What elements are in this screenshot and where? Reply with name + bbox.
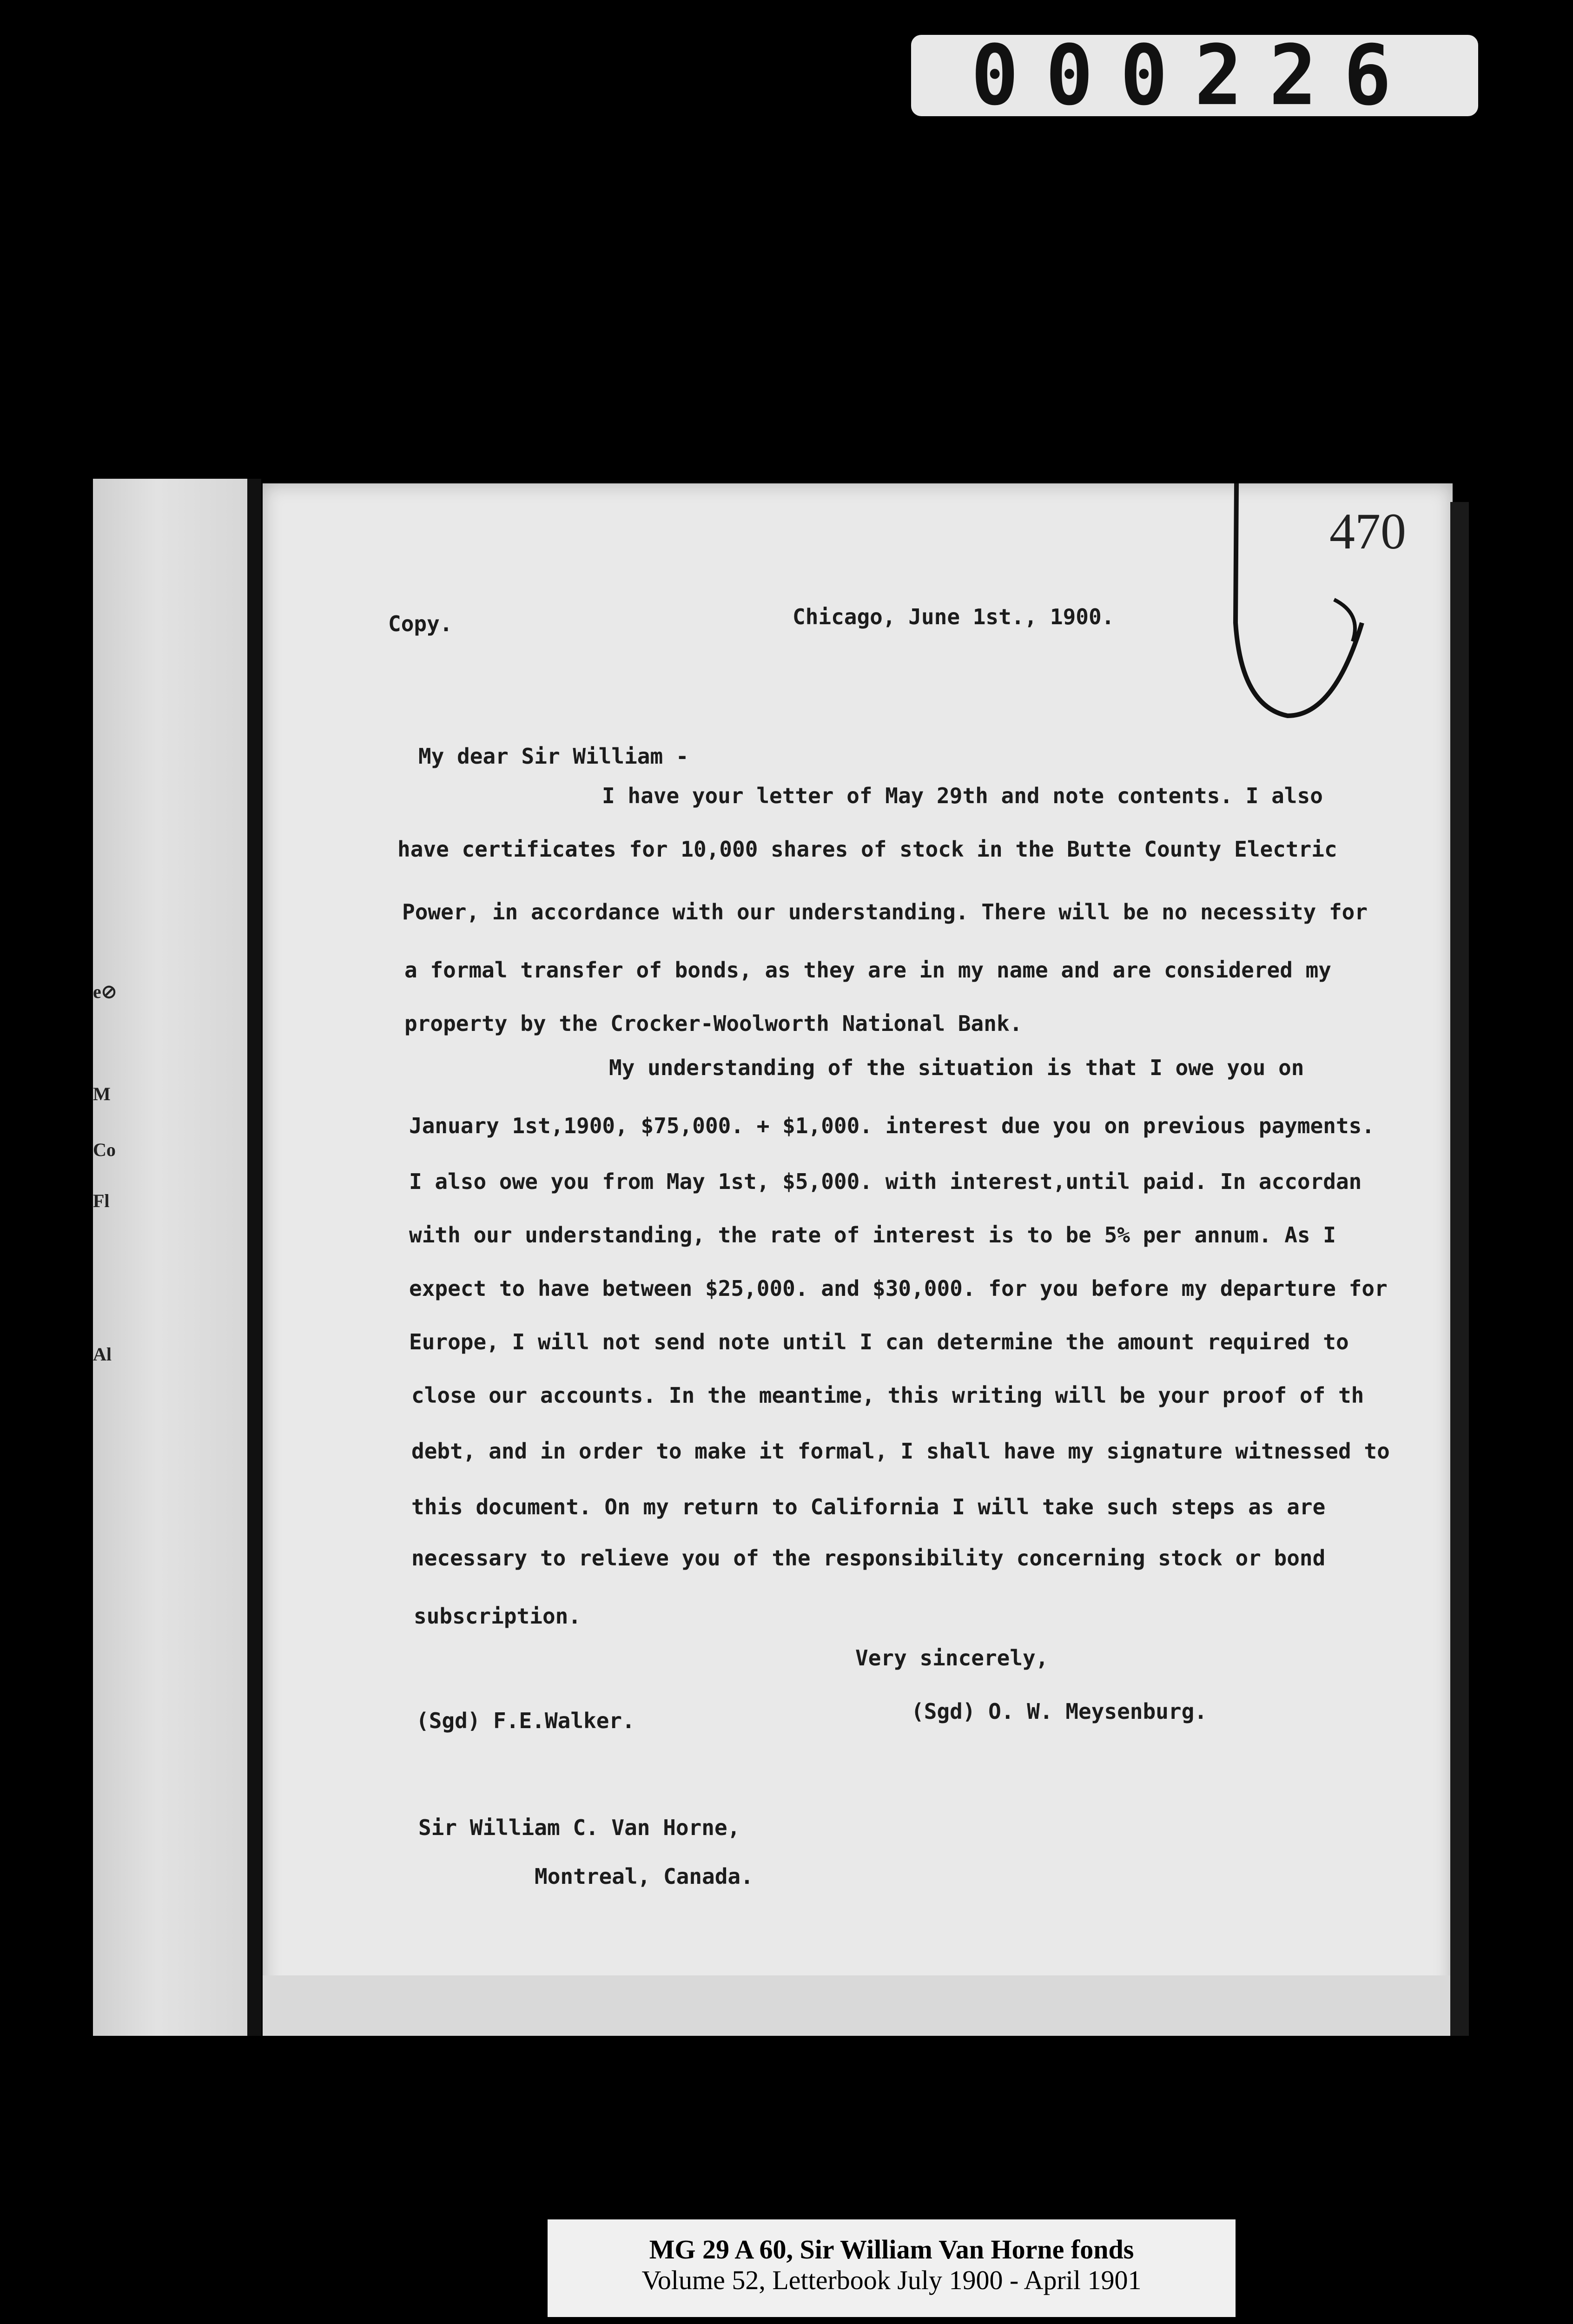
body-line: Europe, I will not send note until I can determine the amount required to <box>409 1329 1349 1354</box>
addressee-place: Montreal, Canada. <box>535 1864 753 1889</box>
body-line: necessary to relieve you of the responsibility concerning stock or bond <box>411 1545 1326 1571</box>
fonds-caption-title: MG 29 A 60, Sir William Van Horne fonds <box>649 2234 1134 2265</box>
addressee-name: Sir William C. Van Horne, <box>418 1815 740 1840</box>
previous-page-strip <box>93 479 253 2036</box>
body-line: Power, in accordance with our understanding. There will be no necessity for <box>402 899 1368 924</box>
salutation: My dear Sir William - <box>418 744 689 769</box>
body-line: have certificates for 10,000 shares of stock in the Butte County Electric <box>397 837 1337 862</box>
body-line: expect to have between $25,000. and $30,000. for you before my departure for <box>409 1276 1388 1301</box>
page-number: 470 <box>1329 503 1406 560</box>
body-line: property by the Crocker-Woolworth National Bank. <box>404 1011 1023 1036</box>
copy-label: Copy. <box>388 611 453 636</box>
fonds-caption <box>548 2219 1236 2317</box>
body-line: I also owe you from May 1st, $5,000. with interest,until paid. In accordan <box>409 1169 1362 1194</box>
closing: Very sincerely, <box>855 1645 1049 1670</box>
body-line: My understanding of the situation is that I owe you on <box>609 1055 1304 1080</box>
frame-counter-number: 000226 <box>971 27 1419 124</box>
page-edge <box>1450 502 1469 2036</box>
dateline: Chicago, June 1st., 1900. <box>793 604 1115 629</box>
body-line: subscription. <box>414 1604 582 1629</box>
previous-page-fragment: Al <box>93 1344 112 1365</box>
binding-gutter <box>247 479 261 2036</box>
witness-signature: (Sgd) F.E.Walker. <box>416 1708 635 1733</box>
body-line: close our accounts. In the meantime, this writing will be your proof of th <box>411 1383 1364 1408</box>
author-signature: (Sgd) O. W. Meysenburg. <box>911 1699 1207 1724</box>
body-line: a formal transfer of bonds, as they are in my name and are considered my <box>404 957 1331 983</box>
body-line: debt, and in order to make it formal, I shall have my signature witnessed to <box>411 1439 1390 1464</box>
previous-page-fragment: M <box>93 1083 111 1104</box>
body-line: I have your letter of May 29th and note contents. I also <box>602 783 1323 808</box>
body-line: with our understanding, the rate of interest is to be 5% per annum. As I <box>409 1222 1336 1248</box>
body-line: this document. On my return to California I will take such steps as are <box>411 1494 1326 1519</box>
body-line: January 1st,1900, $75,000. + $1,000. interest due you on previous payments. <box>409 1113 1375 1138</box>
page-bottom-margin <box>263 1975 1453 2036</box>
previous-page-fragment: e⊘ <box>93 981 117 1002</box>
fonds-caption-volume: Volume 52, Letterbook July 1900 - April 1901 <box>641 2265 1142 2295</box>
frame-counter <box>911 27 1478 124</box>
previous-page-fragment: Fl <box>93 1190 110 1211</box>
previous-page-fragment: Co <box>93 1139 116 1160</box>
